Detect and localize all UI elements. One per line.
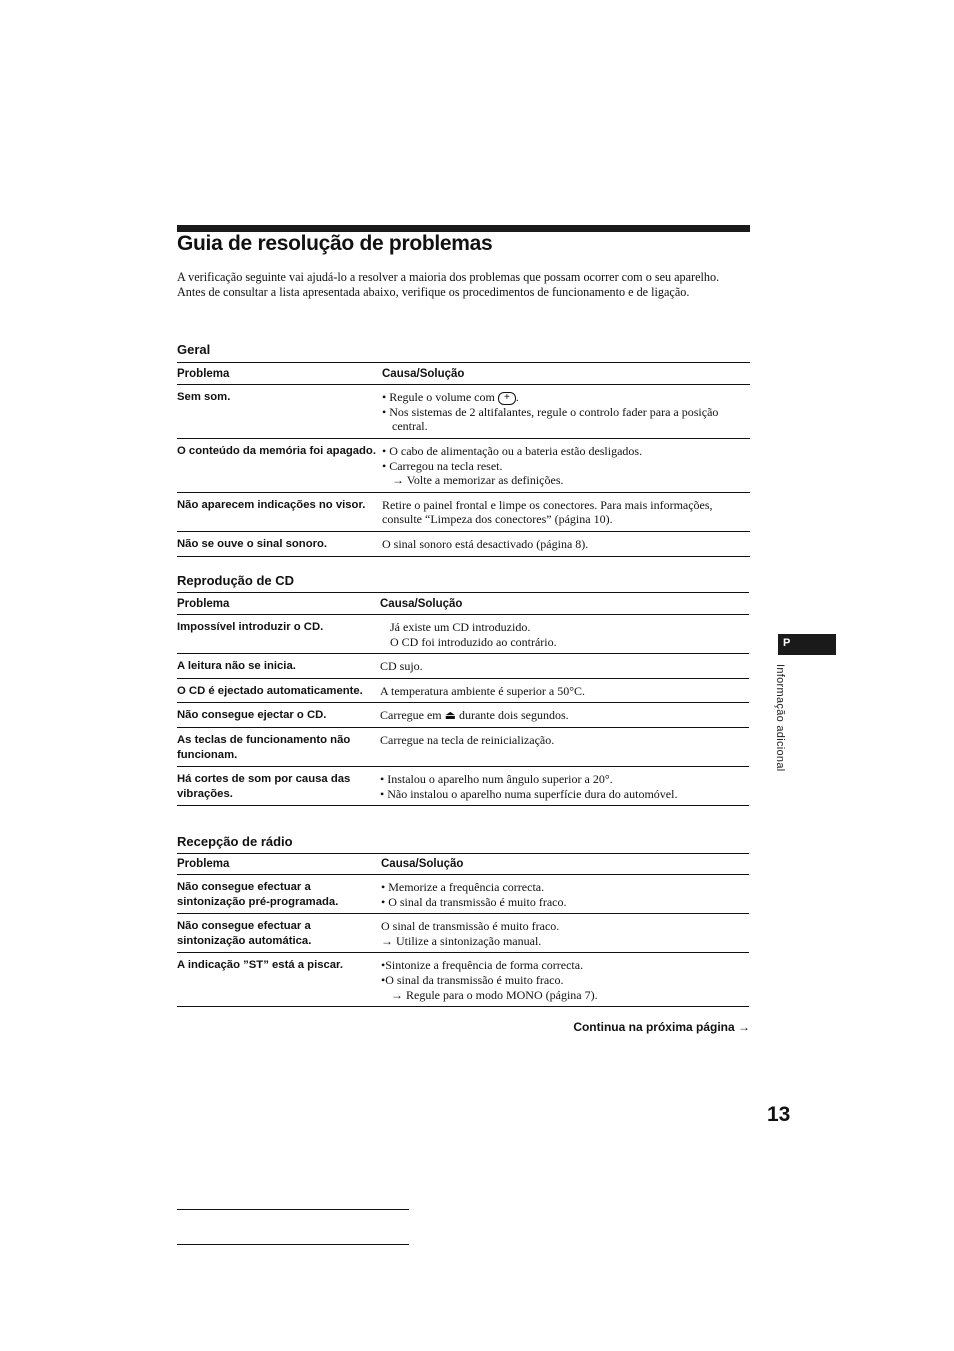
table-header <box>177 363 750 385</box>
problem-cell: Não consegue efectuar a sintonização automática. <box>177 914 381 953</box>
language-tab <box>778 634 836 655</box>
table-cd <box>177 592 749 806</box>
table-header <box>177 854 749 875</box>
solution-line: Já existe um CD introduzido. <box>390 620 531 634</box>
solution-cell <box>381 914 749 953</box>
problem-cell: O CD é ejectado automaticamente. <box>177 678 380 703</box>
solution-cell: CD sujo. <box>380 654 749 679</box>
intro-text <box>177 270 752 299</box>
section-heading-cd: Reprodução de CD <box>177 573 295 588</box>
solution-cell <box>380 767 749 806</box>
solution-cell: O sinal sonoro está desactivado (página 8). <box>382 531 750 556</box>
problem-cell: Não aparecem indicações no visor. <box>177 492 382 531</box>
col-header-problem: Problema <box>177 363 382 385</box>
solution-line: → Volte a memorizar as definições. <box>392 473 564 488</box>
page-title: Guia de resolução de problemas <box>177 232 493 255</box>
table-row <box>177 654 749 679</box>
table-row <box>177 703 749 728</box>
solution-line: • O cabo de alimentação ou a bateria estão desligados. <box>382 443 643 458</box>
solution-cell: Carregue em ⏏ durante dois segundos. <box>380 703 749 728</box>
col-header-cause: Causa/Solução <box>380 593 749 615</box>
solution-text: • Regule o volume com <box>382 390 495 404</box>
solution-line: •Sintonize a frequência de forma correcta. <box>381 958 584 973</box>
problem-cell: Não consegue efectuar a sintonização pré-programada. <box>177 875 381 914</box>
col-header-problem: Problema <box>177 593 380 615</box>
solution-line: • Nos sistemas de 2 altifalantes, regule o controlo fader para a posição central. <box>382 404 719 434</box>
col-header-cause: Causa/Solução <box>382 363 750 385</box>
solution-line: • Não instalou o aparelho numa superfície dura do automóvel. <box>380 786 678 801</box>
table-row <box>177 492 750 531</box>
section-side-label: Informação adicional <box>774 664 786 772</box>
table-row <box>177 727 749 766</box>
section-heading-radio: Recepção de rádio <box>177 834 293 849</box>
page-number: 13 <box>767 1103 791 1126</box>
col-header-problem: Problema <box>177 854 381 875</box>
language-tab-label: P <box>783 637 791 649</box>
table-row <box>177 875 749 914</box>
solution-cell: Carregue na tecla de reinicialização. <box>380 727 749 766</box>
solution-cell <box>381 953 749 1007</box>
table-geral <box>177 362 750 557</box>
solution-line: O sinal de transmissão é muito fraco. <box>381 919 560 934</box>
problem-cell: As teclas de funcionamento não funcionam. <box>177 727 380 766</box>
problem-cell: Não consegue ejectar o CD. <box>177 703 380 728</box>
solution-line: • Carregou na tecla reset. <box>382 458 503 473</box>
footer-rule <box>177 1244 409 1245</box>
problem-cell: Não se ouve o sinal sonoro. <box>177 531 382 556</box>
problem-cell: Impossível introduzir o CD. <box>177 615 380 654</box>
solution-line: → Utilize a sintonização manual. <box>381 933 542 948</box>
solution-cell: Retire o painel frontal e limpe os conectores. Para mais informações, consulte “Limpeza dos conectores” (página 10). <box>382 492 750 531</box>
problem-cell: A leitura não se inicia. <box>177 654 380 679</box>
solution-line: → Regule para o modo MONO (página 7). <box>391 987 598 1002</box>
problem-cell: Há cortes de som por causa das vibrações. <box>177 767 380 806</box>
solution-line: • Regule o volume com + . <box>382 390 519 404</box>
solution-line: O CD foi introduzido ao contrário. <box>390 634 557 649</box>
table-row <box>177 767 749 806</box>
volume-plus-icon: + <box>498 392 516 405</box>
col-header-cause: Causa/Solução <box>381 854 749 875</box>
solution-line: •O sinal da transmissão é muito fraco. <box>381 972 564 987</box>
solution-line: • Memorize a frequência correcta. <box>381 880 545 894</box>
solution-line: • Instalou o aparelho num ângulo superior a 20°. <box>380 772 613 787</box>
solution-cell <box>381 875 749 914</box>
section-heading-geral: Geral <box>177 342 211 357</box>
table-row <box>177 678 749 703</box>
solution-cell <box>382 385 750 439</box>
solution-cell <box>382 438 750 492</box>
footer-rule <box>177 1209 409 1210</box>
table-header <box>177 593 749 615</box>
intro-paragraph-1: A verificação seguinte vai ajudá-lo a resolver a maioria dos problemas que possam ocorrer com o seu aparelho. <box>177 270 720 284</box>
table-radio <box>177 853 749 1007</box>
title-rule <box>177 225 750 232</box>
table-row <box>177 953 749 1007</box>
table-row <box>177 914 749 953</box>
solution-line: • O sinal da transmissão é muito fraco. <box>381 894 567 909</box>
solution-cell <box>380 615 749 654</box>
table-row <box>177 531 750 556</box>
continue-note: Continua na próxima página → <box>573 1020 750 1034</box>
table-row <box>177 615 749 654</box>
table-row <box>177 385 750 439</box>
solution-cell: A temperatura ambiente é superior a 50°C. <box>380 678 749 703</box>
problem-cell: A indicação ”ST” está a piscar. <box>177 953 381 1007</box>
problem-cell: O conteúdo da memória foi apagado. <box>177 438 382 492</box>
intro-paragraph-2: Antes de consultar a lista apresentada abaixo, verifique os procedimentos de funcionamento e de ligação. <box>177 284 690 299</box>
table-row <box>177 438 750 492</box>
problem-cell: Sem som. <box>177 385 382 439</box>
